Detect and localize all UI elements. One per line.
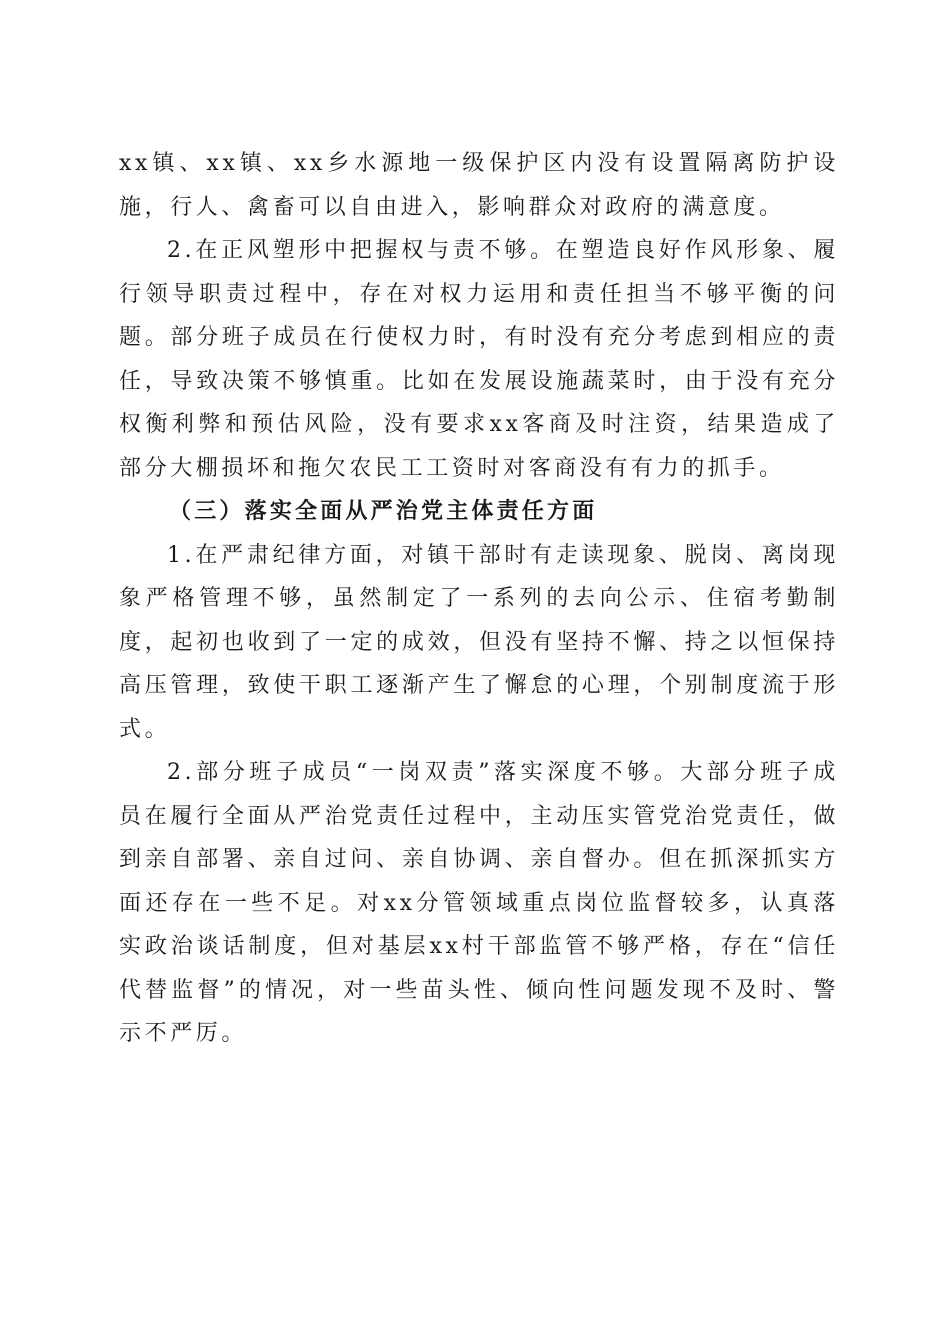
paragraph-section-item-2: 2.部分班子成员“一岗双责”落实深度不够。大部分班子成员在履行全面从严治党责任过程中，主动压实管党治党责任，做到亲自部署、亲自过问、亲自协调、亲自督办。但在抓深抓实方面还存在一些不足。对xx分管领域重点岗位监督较多，认真落实政治谈话制度，但对基层xx村干部监管不够严格，存在“信任代替监督”的情况，对一些苗头性、倾向性问题发现不及时、警示不严厉。: [119, 760, 839, 1046]
document-body: [119, 142, 839, 1056]
section-heading: （三）落实全面从严治党主体责任方面: [169, 498, 598, 524]
paragraph-item-2: 2.在正风塑形中把握权与责不够。在塑造良好作风形象、履行领导职责过程中，存在对权力运用和责任担当不够平衡的问题。部分班子成员在行使权力时，有时没有充分考虑到相应的责任，导致决策不够慎重。比如在发展设施蔬菜时，由于没有充分权衡利弊和预估风险，没有要求xx客商及时注资，结果造成了部分大棚损坏和拖欠农民工工资时对客商没有有力的抓手。: [119, 238, 839, 481]
paragraph-section-item-1: 1.在严肃纪律方面，对镇干部时有走读现象、脱岗、离岗现象严格管理不够，虽然制定了一系列的去向公示、住宿考勤制度，起初也收到了一定的成效，但没有坚持不懈、持之以恒保持高压管理，致使干职工逐渐产生了懈怠的心理，个别制度流于形式。: [119, 542, 839, 742]
paragraph-continuation: xx镇、xx镇、xx乡水源地一级保护区内没有设置隔离防护设施，行人、禽畜可以自由进入，影响群众对政府的满意度。: [119, 151, 839, 220]
